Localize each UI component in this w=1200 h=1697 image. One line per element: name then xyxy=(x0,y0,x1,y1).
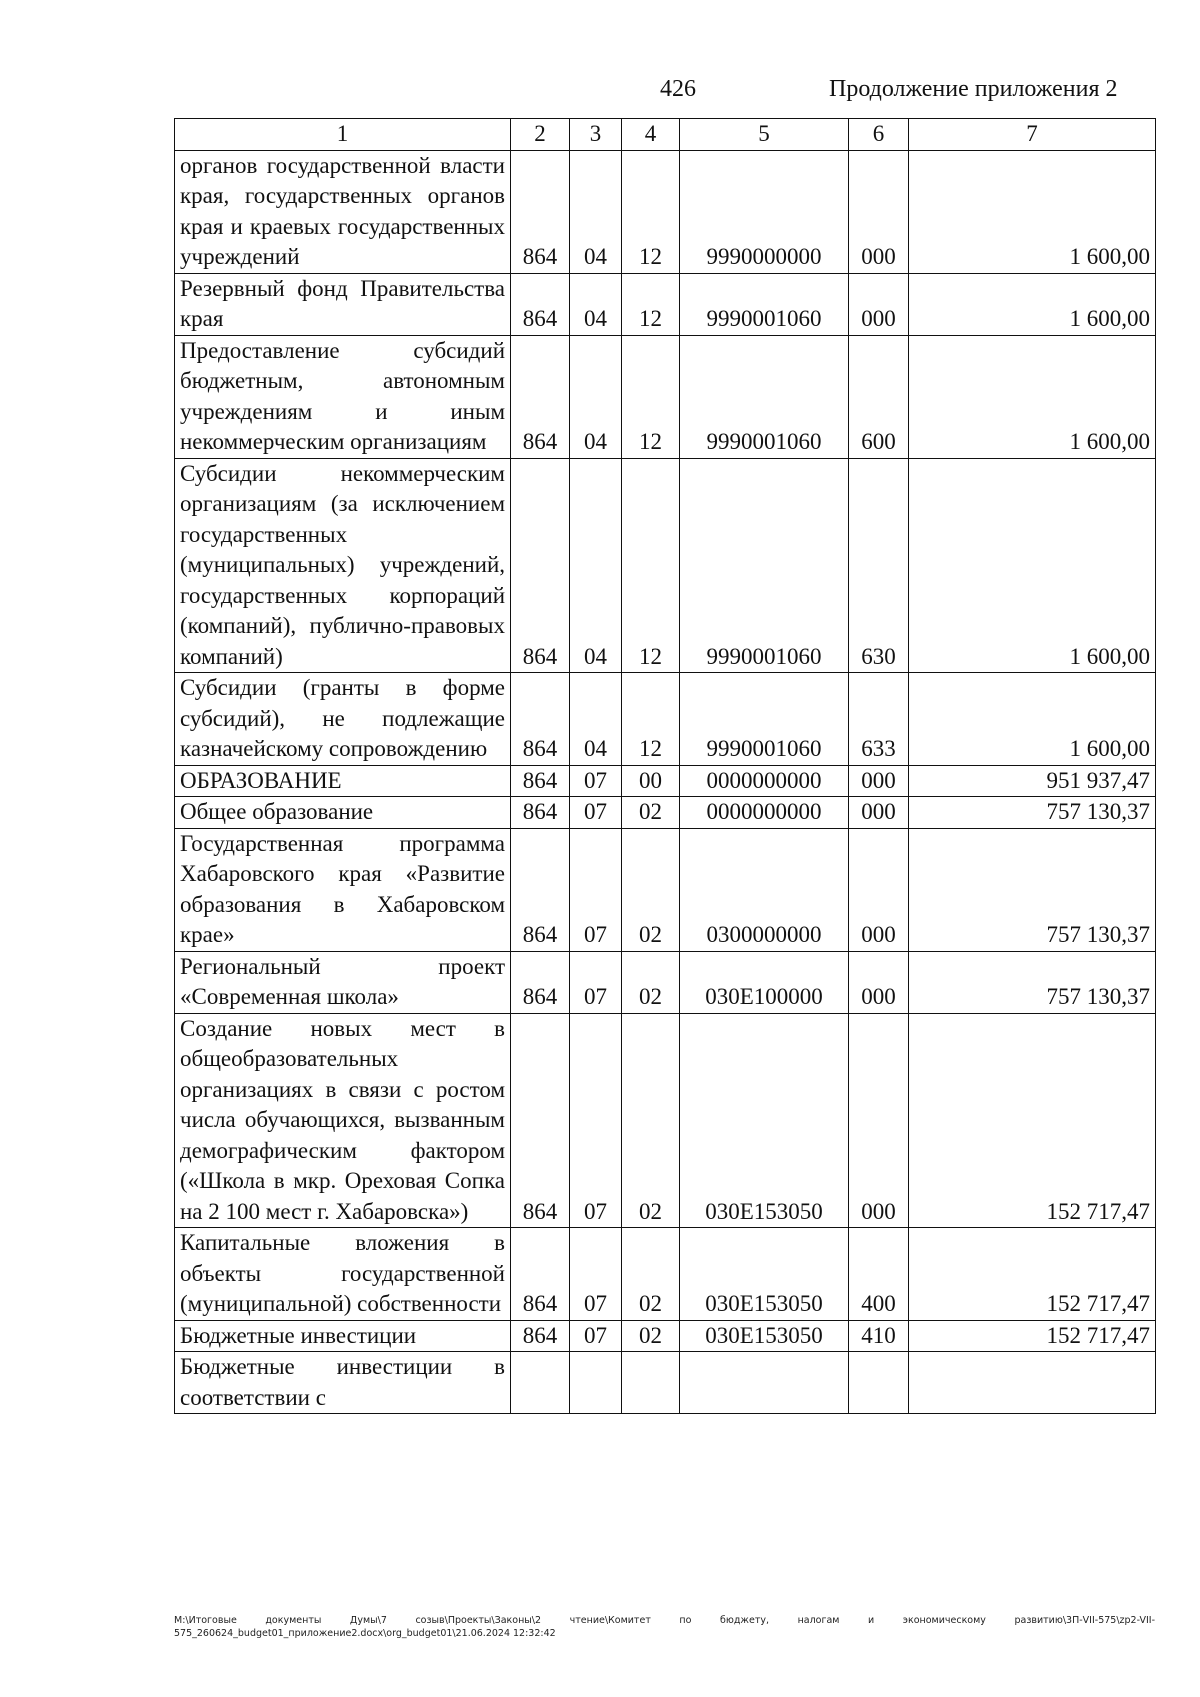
code-cell: 600 xyxy=(849,335,909,458)
code-cell: 12 xyxy=(622,273,680,335)
table-row xyxy=(175,1320,1156,1352)
row-name-cell: Субсидии (гранты в форме субсидий), не подлежащие казначейскому сопровождению xyxy=(175,673,511,766)
code-cell: 030E153050 xyxy=(680,1013,849,1228)
table-row xyxy=(175,1013,1156,1228)
code-cell: 02 xyxy=(622,951,680,1013)
column-header: 1 xyxy=(175,119,511,151)
code-cell: 864 xyxy=(511,150,570,273)
amount-cell: 1 600,00 xyxy=(909,458,1156,673)
code-cell: 0000000000 xyxy=(680,765,849,797)
code-cell: 864 xyxy=(511,1320,570,1352)
column-header: 3 xyxy=(570,119,622,151)
code-cell: 9990001060 xyxy=(680,335,849,458)
code-cell: 000 xyxy=(849,951,909,1013)
code-cell: 030E153050 xyxy=(680,1320,849,1352)
page-number: 426 xyxy=(660,76,696,102)
table-row xyxy=(175,335,1156,458)
amount-cell: 757 130,37 xyxy=(909,797,1156,829)
code-cell: 07 xyxy=(570,1320,622,1352)
code-cell: 12 xyxy=(622,673,680,766)
code-cell: 00 xyxy=(622,765,680,797)
table-row xyxy=(175,673,1156,766)
amount-cell: 1 600,00 xyxy=(909,150,1156,273)
code-cell: 000 xyxy=(849,273,909,335)
code-cell: 864 xyxy=(511,951,570,1013)
code-cell: 000 xyxy=(849,150,909,273)
table-row xyxy=(175,765,1156,797)
code-cell: 000 xyxy=(849,765,909,797)
code-cell: 02 xyxy=(622,1013,680,1228)
code-cell: 864 xyxy=(511,828,570,951)
code-cell: 864 xyxy=(511,765,570,797)
row-name-cell: Бюджетные инвестиции в соответствии с xyxy=(175,1352,511,1414)
table-row xyxy=(175,1228,1156,1321)
code-cell: 04 xyxy=(570,273,622,335)
column-header: 7 xyxy=(909,119,1156,151)
code-cell: 12 xyxy=(622,335,680,458)
code-cell xyxy=(511,1352,570,1414)
code-cell: 864 xyxy=(511,1228,570,1321)
code-cell: 630 xyxy=(849,458,909,673)
row-name-cell: органов государственной власти края, государственных органов края и краевых государственных учреждений xyxy=(175,150,511,273)
code-cell: 410 xyxy=(849,1320,909,1352)
code-cell: 02 xyxy=(622,1320,680,1352)
code-cell: 000 xyxy=(849,1013,909,1228)
code-cell: 12 xyxy=(622,458,680,673)
table-row xyxy=(175,951,1156,1013)
code-cell: 0300000000 xyxy=(680,828,849,951)
code-cell: 04 xyxy=(570,673,622,766)
code-cell: 864 xyxy=(511,1013,570,1228)
table-row xyxy=(175,458,1156,673)
table-row xyxy=(175,1352,1156,1414)
code-cell: 07 xyxy=(570,1228,622,1321)
amount-cell xyxy=(909,1352,1156,1414)
amount-cell: 757 130,37 xyxy=(909,828,1156,951)
row-name-cell: Резервный фонд Правительства края xyxy=(175,273,511,335)
code-cell: 864 xyxy=(511,458,570,673)
code-cell: 9990000000 xyxy=(680,150,849,273)
amount-cell: 1 600,00 xyxy=(909,273,1156,335)
budget-table xyxy=(174,118,1156,1414)
code-cell: 07 xyxy=(570,1013,622,1228)
code-cell: 864 xyxy=(511,673,570,766)
code-cell: 030E100000 xyxy=(680,951,849,1013)
column-header: 4 xyxy=(622,119,680,151)
code-cell: 12 xyxy=(622,150,680,273)
code-cell: 000 xyxy=(849,797,909,829)
code-cell: 000 xyxy=(849,828,909,951)
row-name-cell: Общее образование xyxy=(175,797,511,829)
table-row xyxy=(175,828,1156,951)
file-path-footer: M:\Итоговые документы Думы\7 созыв\Проекты\Законы\2 чтение\Комитет по бюджету, налогам и экономическому развитию\3П-VII-575\zp2-VII-575_260624_budget01_приложение2.docx\org_budget01\21.06.2024 12:32:42 xyxy=(174,1615,1155,1639)
code-cell xyxy=(680,1352,849,1414)
code-cell: 04 xyxy=(570,335,622,458)
row-name-cell: Региональный проект «Современная школа» xyxy=(175,951,511,1013)
amount-cell: 152 717,47 xyxy=(909,1228,1156,1321)
code-cell: 04 xyxy=(570,458,622,673)
amount-cell: 1 600,00 xyxy=(909,335,1156,458)
column-header: 5 xyxy=(680,119,849,151)
amount-cell: 1 600,00 xyxy=(909,673,1156,766)
code-cell: 030E153050 xyxy=(680,1228,849,1321)
code-cell: 0000000000 xyxy=(680,797,849,829)
row-name-cell: ОБРАЗОВАНИЕ xyxy=(175,765,511,797)
code-cell: 02 xyxy=(622,797,680,829)
code-cell: 864 xyxy=(511,797,570,829)
table-row xyxy=(175,150,1156,273)
column-header: 6 xyxy=(849,119,909,151)
row-name-cell: Предоставление субсидий бюджетным, автономным учреждениям и иным некоммерческим организациям xyxy=(175,335,511,458)
code-cell: 07 xyxy=(570,765,622,797)
table-row xyxy=(175,797,1156,829)
code-cell: 9990001060 xyxy=(680,458,849,673)
row-name-cell: Бюджетные инвестиции xyxy=(175,1320,511,1352)
table-row xyxy=(175,273,1156,335)
table-body xyxy=(175,150,1156,1414)
row-name-cell: Создание новых мест в общеобразовательных организациях в связи с ростом числа обучающихся, вызванным демографическим фактором («Школа в мкр. Ореховая Сопка на 2 100 мест г. Хабаровска») xyxy=(175,1013,511,1228)
code-cell: 9990001060 xyxy=(680,673,849,766)
code-cell: 9990001060 xyxy=(680,273,849,335)
code-cell: 400 xyxy=(849,1228,909,1321)
code-cell: 864 xyxy=(511,335,570,458)
code-cell xyxy=(570,1352,622,1414)
code-cell: 07 xyxy=(570,797,622,829)
row-name-cell: Капитальные вложения в объекты государственной (муниципальной) собственности xyxy=(175,1228,511,1321)
code-cell xyxy=(849,1352,909,1414)
code-cell: 07 xyxy=(570,828,622,951)
continuation-label: Продолжение приложения 2 xyxy=(829,76,1118,102)
code-cell xyxy=(622,1352,680,1414)
code-cell: 633 xyxy=(849,673,909,766)
amount-cell: 152 717,47 xyxy=(909,1320,1156,1352)
code-cell: 02 xyxy=(622,828,680,951)
row-name-cell: Государственная программа Хабаровского края «Развитие образования в Хабаровском крае» xyxy=(175,828,511,951)
header-row xyxy=(175,119,1156,151)
code-cell: 864 xyxy=(511,273,570,335)
row-name-cell: Субсидии некоммерческим организациям (за исключением государственных (муниципальных) учреждений, государственных корпораций (компаний), публично-правовых компаний) xyxy=(175,458,511,673)
code-cell: 04 xyxy=(570,150,622,273)
amount-cell: 757 130,37 xyxy=(909,951,1156,1013)
amount-cell: 951 937,47 xyxy=(909,765,1156,797)
amount-cell: 152 717,47 xyxy=(909,1013,1156,1228)
code-cell: 07 xyxy=(570,951,622,1013)
code-cell: 02 xyxy=(622,1228,680,1321)
column-header: 2 xyxy=(511,119,570,151)
